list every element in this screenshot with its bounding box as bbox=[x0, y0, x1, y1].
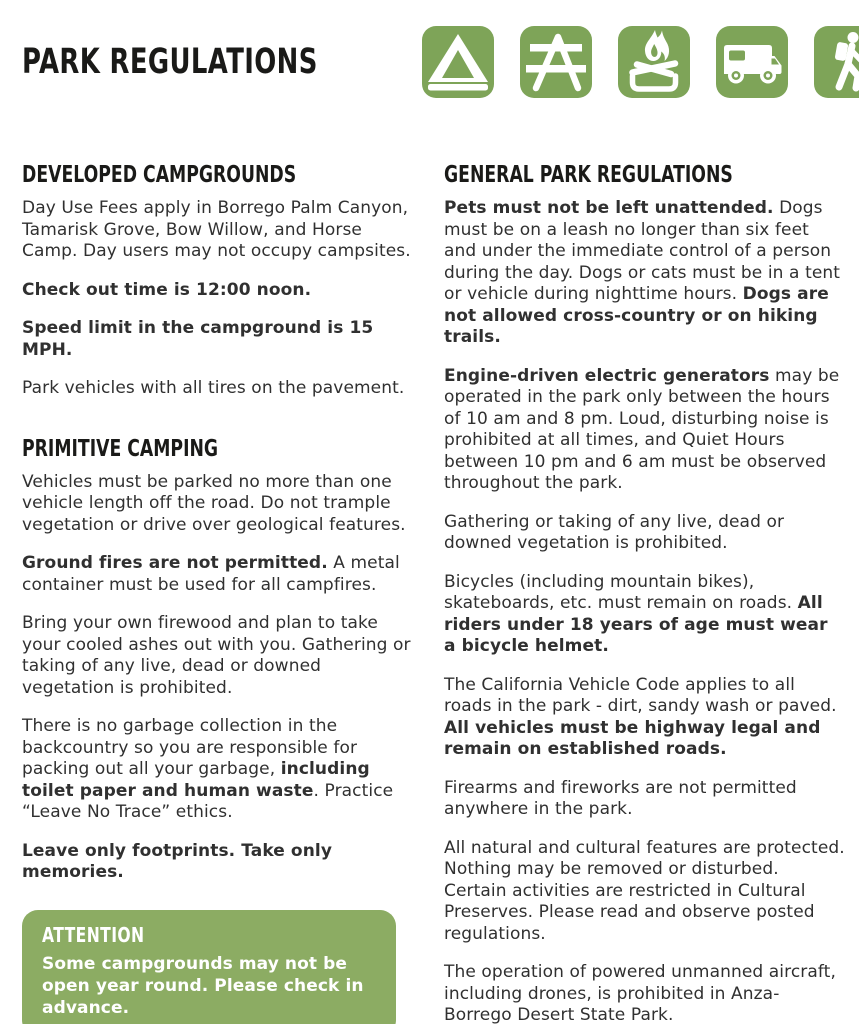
paragraph bbox=[22, 318, 414, 361]
text-segment: Gathering or taking of any live, dead or downed vegetation is prohibited. bbox=[444, 511, 785, 553]
tent-icon bbox=[422, 26, 494, 98]
text-segment: Pets must not be left unattended. bbox=[444, 198, 774, 218]
attention-box bbox=[22, 910, 396, 1024]
campfire-icon bbox=[618, 26, 690, 98]
page-header bbox=[0, 0, 859, 98]
text-segment: Bicycles (including mountain bikes), skateboards, etc. must remain on roads. bbox=[444, 571, 798, 613]
paragraph bbox=[22, 841, 414, 884]
paragraph bbox=[22, 378, 414, 400]
text-segment: Check out time is 12:00 noon. bbox=[22, 279, 312, 300]
paragraph bbox=[22, 198, 414, 263]
right-column bbox=[444, 162, 845, 1024]
picnic-table-icon bbox=[520, 26, 592, 98]
text-segment: may be operated in the park only between the hours of 10 am and 8 pm. Loud, disturbing noise is prohibited at all times, and Quiet Hours between 10 pm and 6 am must be observed throughout the park. bbox=[444, 365, 840, 493]
text-segment: Engine-driven electric generators bbox=[444, 365, 770, 386]
text-segment: Vehicles must be parked no more than one vehicle length off the road. Do not trample vegetation or drive over geological features. bbox=[22, 471, 406, 535]
text-segment: . Practice “Leave No Trace” ethics. bbox=[22, 780, 394, 822]
hiker-icon bbox=[814, 26, 859, 98]
left-column bbox=[22, 162, 414, 1024]
general-regulations-paragraphs bbox=[444, 198, 845, 1024]
paragraph bbox=[444, 198, 845, 349]
section-heading-general-park-regulations: GENERAL PARK REGULATIONS bbox=[444, 162, 733, 188]
paragraph bbox=[444, 778, 845, 821]
paragraph bbox=[444, 675, 845, 761]
text-segment: A metal container must be used for all campfires. bbox=[22, 553, 400, 595]
text-segment: There is no garbage collection in the backcountry so you are responsible for packing out all your garbage, bbox=[22, 716, 358, 779]
content bbox=[0, 162, 859, 1024]
attention-heading: ATTENTION bbox=[42, 922, 145, 947]
text-segment: Park vehicles with all tires on the pavement. bbox=[22, 378, 405, 398]
text-segment: All vehicles must be highway legal and remain on established roads. bbox=[444, 717, 821, 759]
section-heading-primitive-camping: PRIMITIVE CAMPING bbox=[22, 435, 219, 462]
text-segment: Leave only footprints. Take only memories. bbox=[22, 840, 333, 882]
text-segment: Dogs are not allowed cross-country or on hiking trails. bbox=[444, 284, 829, 347]
text-segment: Ground fires are not permitted. bbox=[22, 553, 328, 573]
text-segment: All riders under 18 years of age must wear a bicycle helmet. bbox=[444, 593, 828, 656]
text-segment: Day Use Fees apply in Borrego Palm Canyon, Tamarisk Grove, Bow Willow, and Horse Camp. Day users may not occupy campsites. bbox=[22, 198, 411, 261]
paragraph bbox=[444, 512, 845, 555]
text-segment: Bring your own firewood and plan to take your cooled ashes out with you. Gathering or taking of any live, dead or downed vegetation is prohibited. bbox=[22, 613, 411, 698]
developed-campgrounds-paragraphs bbox=[22, 198, 414, 400]
paragraph bbox=[22, 553, 414, 596]
activity-icons bbox=[422, 26, 859, 98]
paragraph bbox=[22, 716, 414, 824]
primitive-camping-paragraphs bbox=[22, 472, 414, 884]
paragraph bbox=[444, 366, 845, 495]
page-title: PARK REGULATIONS bbox=[22, 42, 318, 82]
rv-icon bbox=[716, 26, 788, 98]
text-segment: Speed limit in the campground is 15 MPH. bbox=[22, 318, 374, 360]
section-heading-developed-campgrounds: DEVELOPED CAMPGROUNDS bbox=[22, 162, 297, 188]
paragraph bbox=[22, 280, 414, 302]
paragraph bbox=[444, 838, 845, 946]
paragraph bbox=[444, 962, 845, 1024]
text-segment: The California Vehicle Code applies to all roads in the park - dirt, sandy wash or paved. bbox=[444, 674, 837, 716]
text-segment: Firearms and fireworks are not permitted anywhere in the park. bbox=[444, 777, 797, 819]
text-segment: All natural and cultural features are protected. Nothing may be removed or disturbed. Certain activities are restricted in Cultural Preserves. Please read and observe posted regulations. bbox=[444, 837, 845, 944]
text-segment: Dogs must be on a leash no longer than six feet and under the immediate control of a person during the day. Dogs or cats must be in a tent or vehicle during nighttime hours. bbox=[444, 198, 841, 304]
paragraph bbox=[22, 613, 414, 699]
attention-body: Some campgrounds may not be open year round. Please check in advance. bbox=[42, 953, 364, 1018]
text-segment: including toilet paper and human waste bbox=[22, 759, 370, 801]
paragraph bbox=[444, 572, 845, 658]
paragraph bbox=[22, 472, 414, 537]
text-segment: The operation of powered unmanned aircraft, including drones, is prohibited in Anza-Borrego Desert State Park. bbox=[444, 962, 836, 1024]
